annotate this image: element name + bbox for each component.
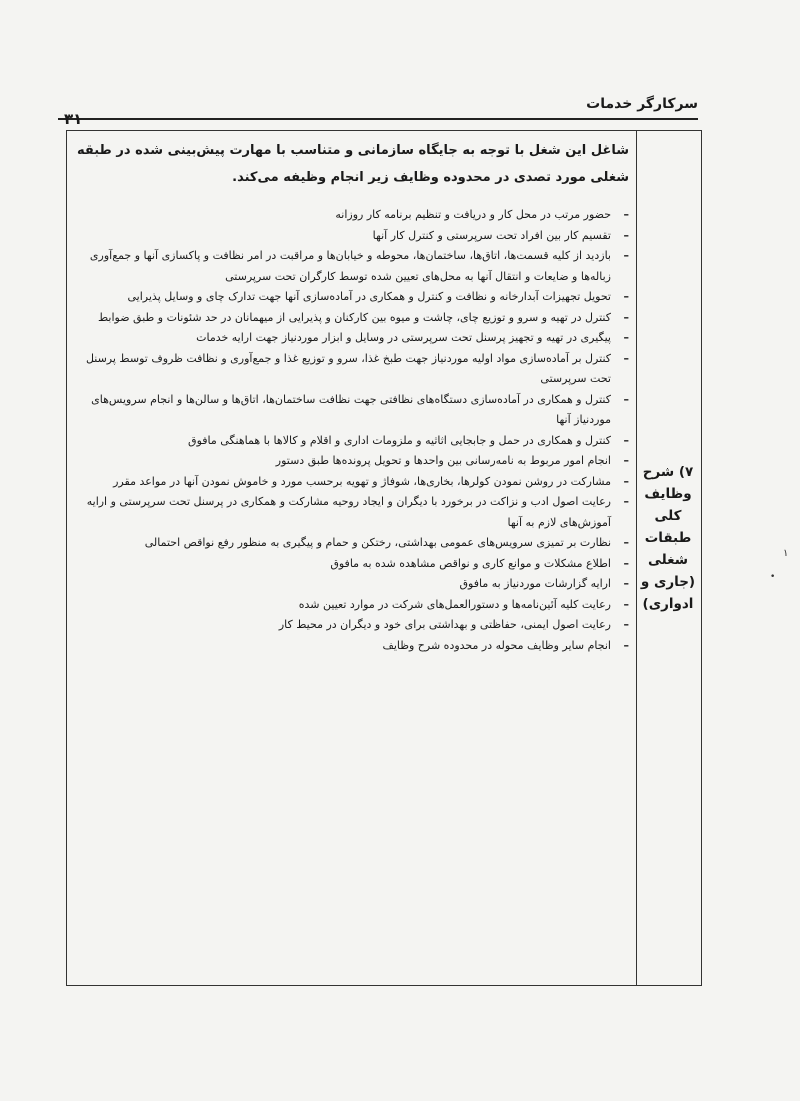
duty-item	[83, 574, 629, 595]
dash-bullet: –	[623, 495, 629, 508]
duty-text: کنترل بر آماده‌سازی مواد اولیه موردنیاز جهت طبخ غذا، سرو و توزیع غذا و جمع‌آوری و نظافت ظروف توسط پرسنل تحت سرپرستی	[85, 351, 611, 385]
duty-text: رعایت اصول ادب و نزاکت در برخورد با دیگران و ایجاد روحیه مشارکت و همکاری در پرسنل تحت سرپرستی و ارایه آموزش‌های لازم به آنها	[86, 495, 611, 529]
dash-bullet: –	[623, 228, 629, 242]
duty-item	[83, 636, 629, 657]
section-label-column	[636, 131, 701, 985]
duty-text: اطلاع مشکلات و موانع کاری و نواقص مشاهده شده به مافوق	[330, 556, 611, 570]
duty-text: تحویل تجهیزات آبدارخانه و نظافت و کنترل و همکاری در آماده‌سازی آنها جهت تدارک چای و وسایل پذیرایی	[127, 290, 611, 303]
dash-bullet: –	[623, 577, 629, 590]
intro-paragraph: شاغل این شغل با توجه به جایگاه سازمانی و متناسب با مهارت پیش‌بینی شده در طبقه شغلی مورد تصدی در محدوده وظایف زیر انجام وظیفه می‌کند.	[77, 143, 629, 185]
dash-bullet: –	[623, 597, 629, 611]
margin-mark: ١	[783, 548, 789, 559]
duty-item	[83, 349, 629, 390]
duty-item	[83, 554, 629, 575]
duty-item	[83, 615, 629, 636]
duty-list	[77, 205, 629, 656]
duty-text: کنترل و همکاری در آماده‌سازی دستگاه‌های نظافتی جهت نظافت ساختمان‌ها، اتاق‌ها و سالن‌ها و انجام سرویس‌های موردنیاز آنها	[91, 392, 611, 426]
duty-text: انجام امور مربوط به نامه‌رسانی بین واحدها و تحویل پرونده‌ها طبق دستور	[275, 454, 611, 467]
duty-text: پیگیری در تهیه و تجهیز پرسنل تحت سرپرستی در وسایل و ابزار موردنیاز جهت ارایه خدمات	[196, 331, 611, 344]
duty-item	[83, 595, 629, 616]
dash-bullet: –	[623, 249, 629, 262]
duty-item	[83, 431, 629, 452]
dash-bullet: –	[623, 331, 629, 344]
dash-bullet: –	[623, 310, 629, 324]
dash-bullet: –	[623, 454, 629, 467]
duty-item	[83, 451, 629, 472]
duty-text: مشارکت در روشن نمودن کولرها، بخاری‌ها، شوفاژ و تهویه برحسب مورد و خاموش نمودن آنها در مواعد مقرر	[113, 474, 611, 488]
dash-bullet: –	[623, 433, 629, 447]
dash-bullet: –	[623, 392, 629, 406]
duty-text: کنترل و همکاری در حمل و جابجایی اثاثیه و ملزومات اداری و اقلام و کالاها با هماهنگی مافوق	[188, 433, 611, 447]
dash-bullet: –	[623, 474, 629, 488]
duty-text: نظارت بر تمیزی سرویس‌های عمومی بهداشتی، رختکن و حمام و پیگیری به منظور رفع نواقص احتمالی	[144, 536, 611, 549]
duty-item	[83, 533, 629, 554]
dash-bullet: –	[623, 351, 629, 365]
duty-text: تقسیم کار بین افراد تحت سرپرستی و کنترل کار آنها	[372, 228, 611, 242]
dash-bullet: –	[623, 556, 629, 570]
page-title: سرکارگر خدمات	[586, 96, 698, 112]
duty-item	[83, 226, 629, 247]
duty-text: بازدید از کلیه قسمت‌ها، اتاق‌ها، ساختمان‌ها، محوطه و خیابان‌ها و مراقبت در امر نظافت و پاکسازی آنها و جمع‌آوری زباله‌ها و ضایعات و انتقال آنها به محل‌های تعیین شده توسط کارگران تحت سرپرستی	[89, 249, 611, 283]
duty-text: ارایه گزارشات موردنیاز به مافوق	[459, 577, 611, 590]
duty-item	[83, 390, 629, 431]
margin-dot: •	[770, 572, 776, 582]
dash-bullet: –	[623, 618, 629, 631]
duty-text: رعایت کلیه آئین‌نامه‌ها و دستورالعمل‌های شرکت در موارد تعیین شده	[298, 597, 611, 611]
page-number: ۳۱	[64, 110, 83, 128]
duty-item	[83, 246, 629, 287]
dash-bullet: –	[623, 290, 629, 303]
duty-item	[83, 492, 629, 533]
duty-text: حضور مرتب در محل کار و دریافت و تنظیم برنامه کار روزانه	[335, 208, 611, 221]
duty-text: رعایت اصول ایمنی، حفاظتی و بهداشتی برای خود و دیگران در محیط کار	[278, 618, 611, 631]
page-header	[58, 96, 698, 128]
duty-item	[83, 205, 629, 226]
duty-item	[83, 328, 629, 349]
duty-text: انجام سایر وظایف محوله در محدوده شرح وظایف	[382, 638, 611, 652]
dash-bullet: –	[623, 208, 629, 221]
dash-bullet: –	[623, 638, 629, 652]
dash-bullet: –	[623, 536, 629, 549]
duty-item	[83, 308, 629, 329]
section-content	[77, 137, 629, 656]
duty-text: کنترل در تهیه و سرو و توزیع چای، چاشت و میوه بین کارکنان و پذیرایی از میهمانان در حد شئونات و طبق ضوابط	[97, 310, 611, 324]
section-label: ۷) شرح وظایف کلی طبقات شغلی (جاری و ادواری)	[640, 464, 696, 612]
duties-table	[66, 130, 702, 986]
duty-item	[83, 287, 629, 308]
duty-item	[83, 472, 629, 493]
